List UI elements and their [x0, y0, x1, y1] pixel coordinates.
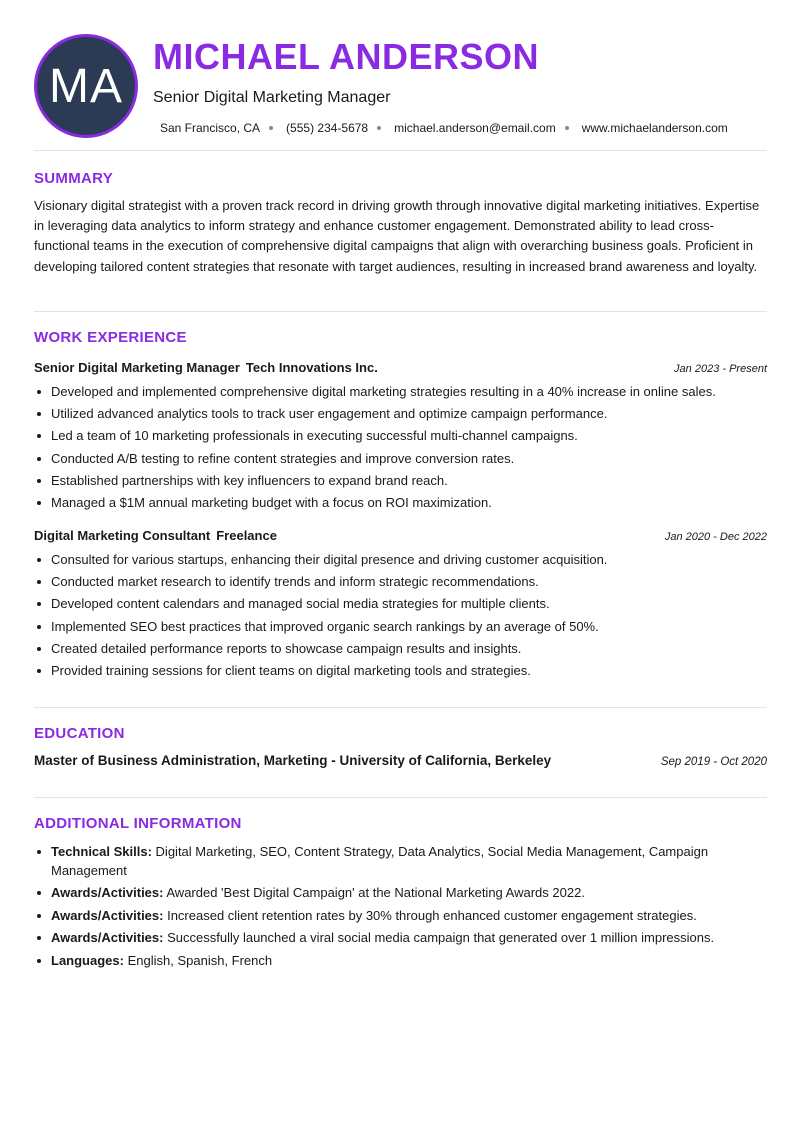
- list-item: [34, 883, 767, 902]
- item-text: Digital Marketing, SEO, Content Strategy, Data Analytics, Social Media Management, Campaign Management: [51, 844, 709, 878]
- candidate-title: Senior Digital Marketing Manager: [153, 89, 391, 106]
- list-item: Conducted market research to identify trends and inform strategic recommendations.: [34, 574, 767, 590]
- list-item: Created detailed performance reports to showcase campaign results and insights.: [34, 641, 767, 657]
- item-text: Awarded 'Best Digital Campaign' at the National Marketing Awards 2022.: [166, 885, 585, 901]
- summary-text: Visionary digital strategist with a proven track record in driving growth through innovative digital marketing initiatives. Expertise in leveraging data analytics to inform strategy and enhance customer engagement. Demonstrated ability to lead cross-functional teams in the execution of comprehensive digital campaigns that align with overarching business goals. Proficient in developing tailored content strategies that resonate with target audiences, resulting in increased brand awareness and loyalty.: [34, 198, 760, 274]
- contact-location: San Francisco, CA: [160, 121, 261, 135]
- list-item: Provided training sessions for client teams on digital marketing tools and strategies.: [34, 663, 767, 679]
- list-item: Consulted for various startups, enhancing their digital presence and driving customer acquisition.: [34, 552, 767, 568]
- job-header: [34, 527, 767, 545]
- contact-phone: (555) 234-5678: [286, 121, 369, 135]
- list-item: [34, 951, 767, 970]
- item-text: Successfully launched a viral social media campaign that generated over 1 million impressions.: [167, 930, 715, 946]
- contact-website[interactable]: www.michaelanderson.com: [581, 121, 728, 135]
- list-item: Conducted A/B testing to refine content strategies and improve conversion rates.: [34, 451, 767, 467]
- job-role: Senior Digital Marketing Manager: [34, 360, 240, 375]
- item-label: Awards/Activities:: [51, 907, 164, 923]
- list-item: Implemented SEO best practices that improved organic search rankings by an average of 50%.: [34, 619, 767, 635]
- job-company: Tech Innovations Inc.: [245, 360, 378, 375]
- job-company: Freelance: [216, 528, 277, 543]
- item-text: Increased client retention rates by 30% through enhanced customer engagement strategies.: [167, 907, 697, 923]
- avatar-initials: MA: [49, 59, 123, 113]
- item-label: Languages:: [51, 952, 124, 968]
- list-item: Established partnerships with key influencers to expand brand reach.: [34, 473, 767, 489]
- work-experience-heading: WORK EXPERIENCE: [34, 329, 187, 346]
- list-item: Managed a $1M annual marketing budget with a focus on ROI maximization.: [34, 495, 767, 511]
- separator-dot: [565, 126, 569, 130]
- additional-info-heading: ADDITIONAL INFORMATION: [34, 815, 242, 832]
- item-text: English, Spanish, French: [127, 952, 273, 968]
- job-bullets: [34, 552, 767, 685]
- list-item: [34, 928, 767, 947]
- candidate-name: MICHAEL ANDERSON: [153, 36, 540, 77]
- item-label: Technical Skills:: [51, 844, 152, 859]
- divider: [34, 311, 767, 312]
- list-item: Led a team of 10 marketing professionals in executing successful multi-channel campaigns.: [34, 428, 767, 444]
- education-degree: Master of Business Administration, Marketing - University of California, Berkeley: [34, 753, 552, 768]
- job-role: Digital Marketing Consultant: [34, 528, 211, 543]
- education-heading: EDUCATION: [34, 725, 125, 742]
- list-item: Utilized advanced analytics tools to track user engagement and optimize campaign performance.: [34, 406, 767, 422]
- job-dates: Jan 2023 - Present: [674, 363, 767, 375]
- divider: [34, 707, 767, 708]
- separator-dot: [377, 126, 381, 130]
- job-header: [34, 359, 767, 377]
- education-dates: Sep 2019 - Oct 2020: [660, 756, 767, 768]
- contact-email[interactable]: michael.anderson@email.com: [394, 121, 556, 135]
- divider: [34, 797, 767, 798]
- job-bullets: [34, 384, 767, 517]
- job-role-company: [34, 359, 378, 377]
- separator-dot: [269, 126, 273, 130]
- education-entry: [34, 753, 767, 768]
- list-item: Developed and implemented comprehensive digital marketing strategies resulting in a 40% increase in online sales.: [34, 384, 767, 400]
- list-item: [34, 842, 767, 880]
- item-label: Awards/Activities:: [51, 930, 164, 946]
- job-role-company: [34, 527, 277, 545]
- divider: [34, 150, 767, 151]
- list-item: [34, 906, 767, 925]
- summary-heading: SUMMARY: [34, 170, 114, 187]
- job-dates: Jan 2020 - Dec 2022: [664, 531, 767, 543]
- list-item: Developed content calendars and managed social media strategies for multiple clients.: [34, 596, 767, 612]
- avatar: [34, 34, 138, 138]
- item-label: Awards/Activities:: [51, 885, 164, 901]
- additional-info-list: [34, 842, 767, 973]
- contact-bar: [160, 121, 728, 135]
